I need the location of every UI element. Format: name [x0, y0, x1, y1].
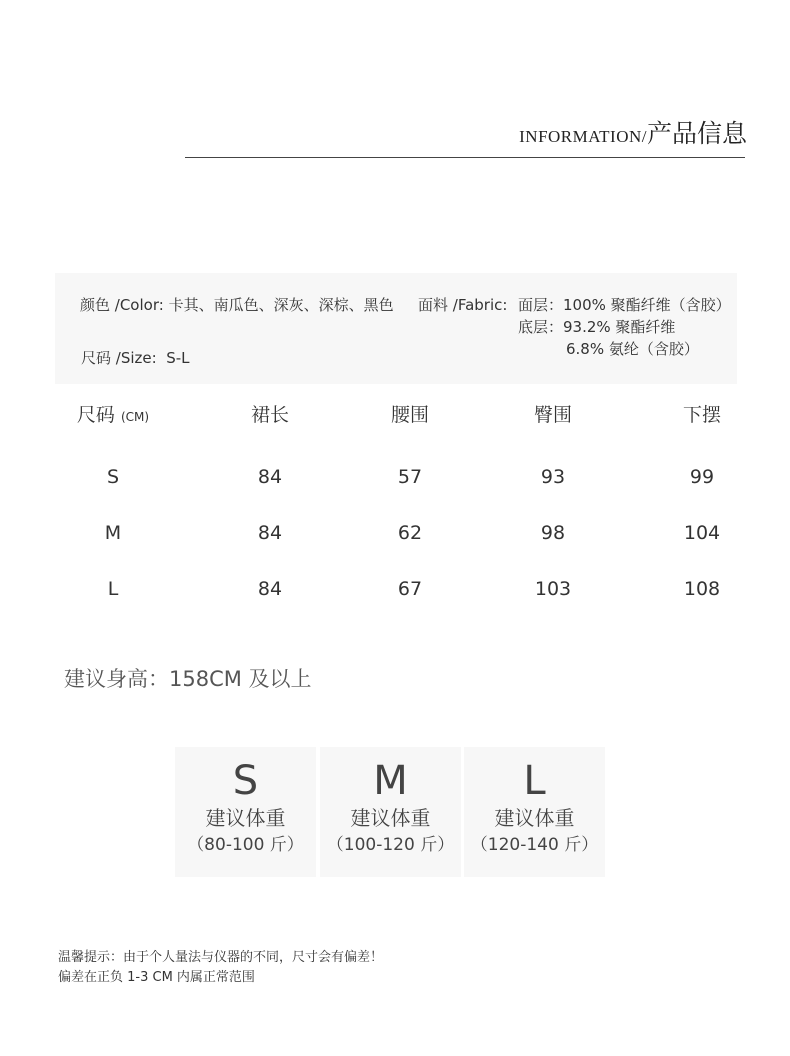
- cell-length: 84: [257, 522, 283, 544]
- cell-waist: 67: [397, 578, 423, 600]
- card-range: （100-120 斤）: [326, 835, 455, 855]
- header-hip: 臀围: [533, 404, 573, 426]
- cell-length: 84: [257, 578, 283, 600]
- fabric-label: 面料 /Fabric:: [418, 296, 508, 314]
- card-range: （120-140 斤）: [470, 835, 599, 855]
- color-info: [80, 294, 394, 315]
- color-label: 颜色 /Color:: [80, 296, 164, 314]
- fabric-line-1: 面层：100% 聚酯纤维（含胶）: [518, 296, 731, 314]
- cell-hem: 108: [683, 578, 721, 600]
- size-value: S-L: [166, 349, 190, 367]
- size-label: 尺码 /Size:: [81, 349, 157, 367]
- fabric-line-2: 底层：93.2% 聚酯纤维: [518, 318, 676, 336]
- cell-waist: 62: [397, 522, 423, 544]
- color-value: 卡其、南瓜色、深灰、深棕、黑色: [168, 296, 394, 314]
- card-label: 建议体重: [205, 806, 286, 830]
- size-info: [81, 347, 190, 368]
- card-size: S: [232, 758, 259, 804]
- card-label: 建议体重: [350, 806, 431, 830]
- tip-line-2: 偏差在正负 1-3 CM 内属正常范围: [58, 970, 255, 985]
- table-row: [0, 569, 790, 609]
- card-size: M: [373, 758, 408, 804]
- weight-card-s: [175, 747, 316, 877]
- card-range: （80-100 斤）: [187, 835, 304, 855]
- header-unit: (CM): [120, 410, 150, 424]
- header-hem: 下摆: [682, 404, 722, 426]
- cell-size: L: [107, 578, 119, 600]
- section-title-en: INFORMATION/: [519, 127, 647, 146]
- card-label: 建议体重: [494, 806, 575, 830]
- cell-size: S: [106, 466, 120, 488]
- recommended-height: 建议身高：158CM 及以上: [64, 667, 312, 691]
- cell-size: M: [104, 522, 122, 544]
- cell-hem: 99: [689, 466, 715, 488]
- header-size: 尺码 (CM): [76, 404, 150, 426]
- card-size: L: [523, 758, 546, 804]
- cell-length: 84: [257, 466, 283, 488]
- tip-line-1: 温馨提示：由于个人量法与仪器的不同，尺寸会有偏差！: [58, 950, 384, 965]
- title-underline: [185, 157, 745, 158]
- section-title-cn: 产品信息: [646, 119, 747, 148]
- table-row: [0, 457, 790, 497]
- section-title: [519, 114, 747, 150]
- weight-card-m: [320, 747, 461, 877]
- fabric-line-3: 6.8% 氨纶（含胶）: [566, 340, 699, 358]
- header-length: 裙长: [250, 404, 290, 426]
- header-waist: 腰围: [390, 404, 430, 426]
- cell-hip: 93: [540, 466, 566, 488]
- cell-waist: 57: [397, 466, 423, 488]
- cell-hem: 104: [683, 522, 721, 544]
- weight-card-l: [464, 747, 605, 877]
- cell-hip: 98: [540, 522, 566, 544]
- cell-hip: 103: [534, 578, 572, 600]
- table-header-row: [0, 395, 790, 435]
- table-row: [0, 513, 790, 553]
